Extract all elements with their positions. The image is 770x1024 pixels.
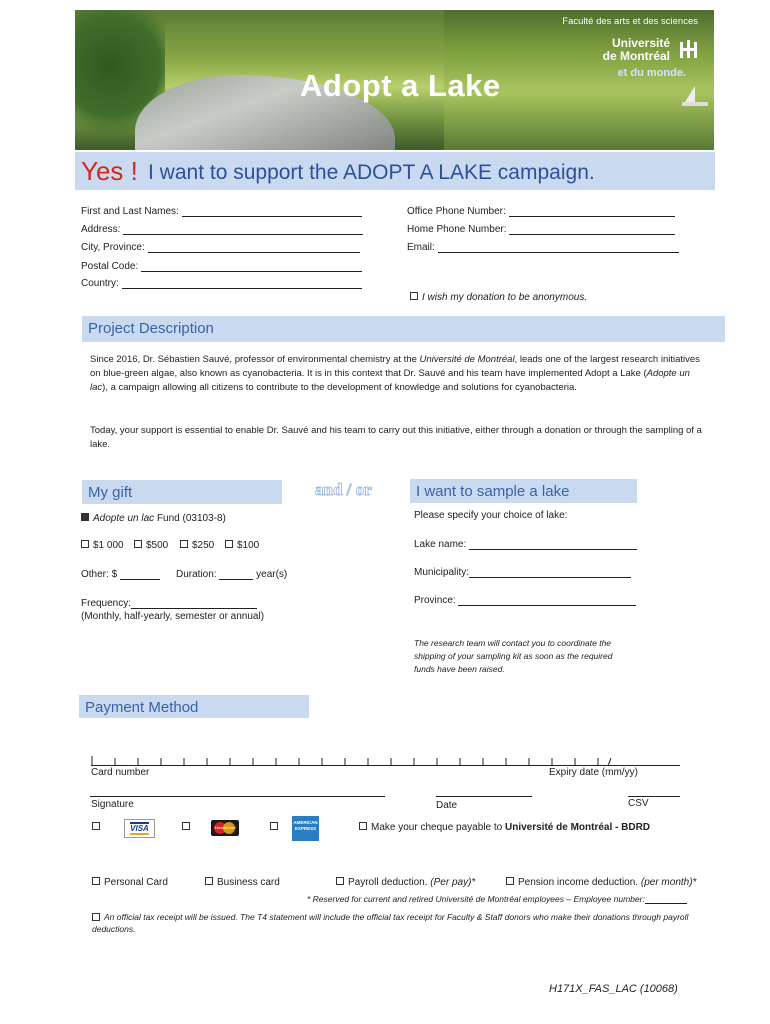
personal-card-option[interactable]: Personal Card — [92, 877, 168, 888]
csv-line[interactable] — [628, 796, 680, 797]
tax-receipt-checkbox[interactable] — [92, 913, 100, 921]
project-paragraph-1: Since 2016, Dr. Sébastien Sauvé, professor of environmental chemistry at the Université de Montréal, leads one of the largest research initiatives on blue-green algae, also known as cyanobacteria. It is in this context that Dr. Sauvé and his team have implemented Adopt a Lake (Adopte un lac), a campaign allowing all citizens to contribute to the development of knowledge and solutions for cyanobacteria. — [90, 354, 700, 393]
date-line[interactable] — [436, 796, 532, 797]
banner-title: Adopt a Lake — [300, 68, 501, 103]
headline-yes: Yes ! — [81, 156, 138, 186]
visa-checkbox[interactable] — [92, 822, 100, 830]
province-field[interactable]: Province: — [414, 595, 636, 606]
adopte-fund-option[interactable]: Adopte un lac Fund (03103-8) — [81, 513, 226, 524]
fund-checkbox[interactable] — [81, 513, 89, 521]
country-field[interactable]: Country: — [81, 278, 362, 289]
payroll-deduction-checkbox[interactable] — [336, 877, 344, 885]
amex-option[interactable] — [270, 822, 282, 833]
cheque-option[interactable]: Make your cheque payable to Université de Montréal - BDRD — [359, 822, 650, 833]
amount-100-checkbox[interactable] — [225, 540, 233, 548]
duration-field[interactable]: Duration: year(s) — [176, 569, 288, 580]
sample-lake-header: I want to sample a lake — [410, 479, 637, 503]
other-amount-field[interactable]: Other: $ — [81, 569, 160, 580]
university-name: Université de Montréal — [602, 36, 670, 63]
first-last-name-field[interactable]: First and Last Names: — [81, 206, 362, 217]
lake-name-field[interactable]: Lake name: — [414, 539, 637, 550]
amount-1000-checkbox[interactable] — [81, 540, 89, 548]
project-description-header: Project Description — [82, 316, 725, 342]
form-code: H171X_FAS_LAC (10068) — [549, 983, 678, 995]
city-province-field[interactable]: City, Province: — [81, 242, 360, 253]
address-field[interactable]: Address: — [81, 224, 363, 235]
amount-500-checkbox[interactable] — [134, 540, 142, 548]
card-digit-ticks — [91, 754, 680, 766]
frequency-options-text: (Monthly, half-yearly, semester or annual) — [81, 611, 265, 622]
headline-text: I want to support the ADOPT A LAKE campaign. — [148, 161, 595, 184]
email-field[interactable]: Email: — [407, 242, 679, 253]
amount-250-option[interactable]: $250 — [180, 540, 214, 551]
amount-1000-option[interactable]: $1 000 — [81, 540, 124, 551]
amount-500-option[interactable]: $500 — [134, 540, 168, 551]
tax-receipt-note: An official tax receipt will be issued. The T4 statement will include the official tax receipt for Faculty & Staff donors who make their donations through payroll deductions. — [92, 912, 689, 934]
amex-checkbox[interactable] — [270, 822, 278, 830]
signature-label: Signature — [91, 799, 134, 810]
sampling-note: The research team will contact you to coordinate the shipping of your sampling kit as soon as the required funds have been raised. — [414, 638, 613, 674]
amount-250-checkbox[interactable] — [180, 540, 188, 548]
anonymous-option[interactable]: I wish my donation to be anonymous. — [410, 292, 587, 303]
mastercard-option[interactable] — [182, 822, 194, 833]
sailboat-icon — [680, 86, 710, 108]
payroll-deduction-option[interactable]: Payroll deduction. (Per pay)* — [336, 877, 475, 888]
project-paragraph-2: Today, your support is essential to enable Dr. Sauvé and his team to carry out this initiative, either through a donation or through the sampling of a lake. — [90, 425, 702, 450]
mastercard-logo: MasterCard — [211, 820, 239, 836]
visa-logo: VISA — [124, 819, 155, 838]
faculty-name: Faculté des arts et des sciences — [562, 16, 698, 27]
date-label: Date — [436, 800, 458, 811]
and-or-label: and / or — [315, 480, 372, 499]
mastercard-checkbox[interactable] — [182, 822, 190, 830]
personal-card-checkbox[interactable] — [92, 877, 100, 885]
card-number-input[interactable] — [91, 753, 680, 766]
csv-label: CSV — [628, 798, 649, 809]
frequency-field[interactable]: Frequency: — [81, 598, 257, 609]
card-number-label: Card number — [91, 767, 150, 778]
office-phone-field[interactable]: Office Phone Number: — [407, 206, 675, 217]
lake-choice-label: Please specify your choice of lake: — [414, 510, 568, 521]
banner-tagline: et du monde. — [617, 67, 686, 79]
payment-method-header: Payment Method — [79, 695, 309, 718]
banner-image — [75, 10, 714, 150]
postal-code-field[interactable]: Postal Code: — [81, 261, 362, 272]
amex-logo: AMERICAN EXPRESS — [292, 816, 319, 841]
signature-line[interactable] — [90, 796, 385, 797]
amount-100-option[interactable]: $100 — [225, 540, 259, 551]
business-card-option[interactable]: Business card — [205, 877, 280, 888]
pension-deduction-option[interactable]: Pension income deduction. (per month)* — [506, 877, 696, 888]
my-gift-header: My gift — [82, 480, 282, 504]
cheque-checkbox[interactable] — [359, 822, 367, 830]
pension-deduction-checkbox[interactable] — [506, 877, 514, 885]
anonymous-checkbox[interactable] — [410, 292, 418, 300]
headline-bar — [75, 152, 715, 190]
university-logo-icon — [678, 38, 700, 60]
expiry-date-label: Expiry date (mm/yy) — [549, 767, 638, 778]
home-phone-field[interactable]: Home Phone Number: — [407, 224, 675, 235]
employee-number-field[interactable]: * Reserved for current and retired Université de Montréal employees – Employee number: — [307, 894, 687, 904]
business-card-checkbox[interactable] — [205, 877, 213, 885]
municipality-field[interactable]: Municipality: — [414, 567, 631, 578]
visa-option[interactable] — [92, 822, 104, 833]
